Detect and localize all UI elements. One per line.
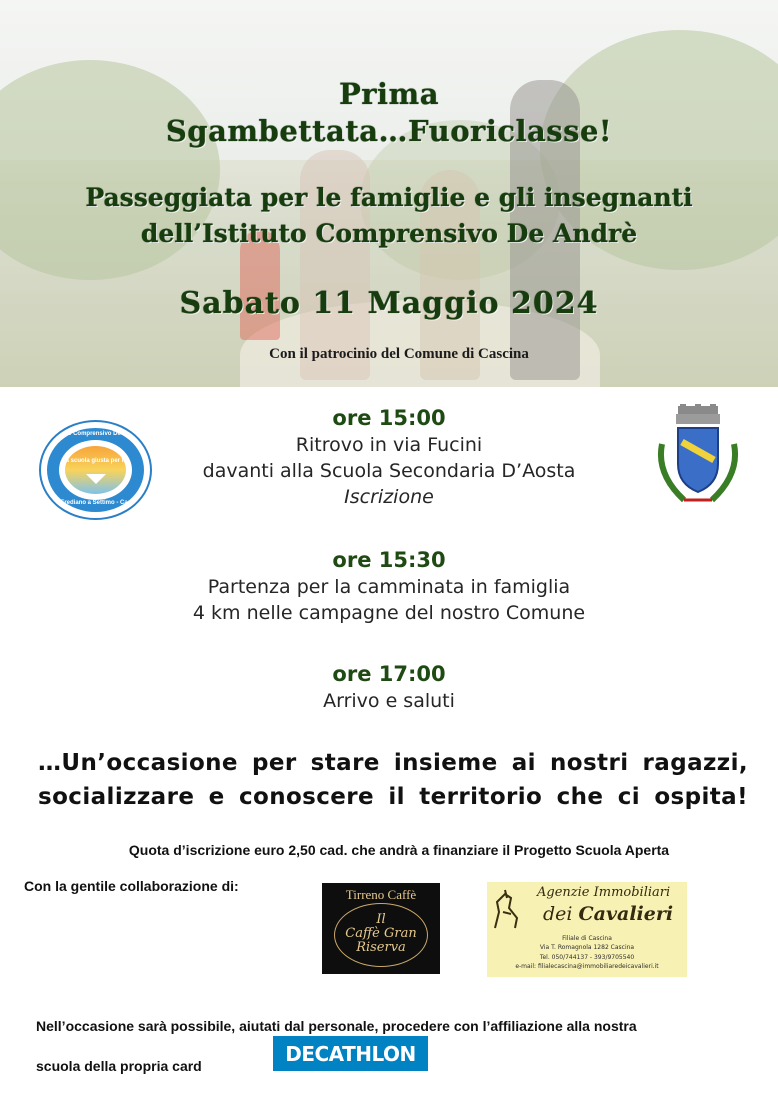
patronage-note: Con il patrocinio del Comune di Cascina <box>269 346 529 362</box>
cavalieri-address: Via T. Romagnola 1282 Cascina <box>539 944 635 951</box>
schedule-time: ore 15:00 <box>332 406 446 430</box>
title-line-1: Prima <box>338 77 440 111</box>
subtitle-line-1: Passeggiata per le famiglie e gli insegnanti <box>85 183 693 212</box>
tirreno-caffe-logo <box>322 883 440 974</box>
knight-horse-icon <box>491 888 521 934</box>
cavalieri-agency-logo <box>487 882 687 977</box>
schedule-block-2 <box>0 548 778 624</box>
cavalieri-line-1: Agenzie Immobiliari <box>537 885 671 900</box>
school-logo-name: Istituto Comprensivo De Andrè <box>51 431 140 437</box>
tirreno-brand: Tirreno Caffè <box>345 887 417 902</box>
schedule-line: 4 km nelle campagne del nostro Comune <box>192 602 586 624</box>
tirreno-line-3: Riserva <box>356 940 406 955</box>
schedule-time: ore 17:00 <box>332 662 446 686</box>
collaboration-label: Con la gentile collaborazione di: <box>24 878 239 894</box>
occasion-line-2: socializzare e conoscere il territorio che ci ospita! <box>38 784 748 810</box>
event-date: Sabato 11 Maggio 2024 <box>179 286 599 321</box>
schedule-line: Ritrovo in via Fucini <box>295 434 483 456</box>
schedule-time: ore 15:30 <box>332 548 446 572</box>
tirreno-line-1: Il <box>376 912 386 927</box>
cavalieri-word-name: Cavalieri <box>578 903 674 925</box>
cavalieri-branch: Filiale di Cascina <box>562 935 612 942</box>
schedule-block-1 <box>0 406 778 508</box>
school-logo-motto: la scuola giusta per te <box>63 458 128 464</box>
occasion-line-1: …Un’occasione per stare insieme ai nostri ragazzi, <box>38 750 748 776</box>
subtitle-line-2: dell’Istituto Comprensivo De Andrè <box>140 219 638 248</box>
schedule-line: davanti alla Scuola Secondaria D’Aosta <box>202 460 576 482</box>
cavalieri-email: e-mail: filialecascina@immobiliaredeicavalieri.it <box>515 963 659 970</box>
footer-line-1: Nell’occasione sarà possibile, aiutati dal personale, procedere con l’affiliazione alla nostra <box>36 1018 637 1034</box>
decathlon-logo: DECATHLON <box>273 1036 428 1071</box>
schedule-block-3 <box>0 662 778 712</box>
title-line-2: Sgambettata…Fuoriclasse! <box>165 114 613 148</box>
fee-note: Quota d’iscrizione euro 2,50 cad. che andrà a finanziare il Progetto Scuola Aperta <box>128 842 670 858</box>
schedule-line: Partenza per la camminata in famiglia <box>207 576 571 598</box>
schedule-line: Arrivo e saluti <box>323 690 455 712</box>
cavalieri-word-dei: dei <box>543 903 573 925</box>
footer-line-2: scuola della propria card <box>36 1058 202 1074</box>
schedule-line: Iscrizione <box>344 486 434 508</box>
school-logo-place: San Frediano a Settimo - Cascina <box>47 500 144 506</box>
cavalieri-phone: Tel. 050/744137 - 393/9705540 <box>539 954 635 961</box>
tirreno-line-2: Caffè Gran <box>345 926 417 941</box>
